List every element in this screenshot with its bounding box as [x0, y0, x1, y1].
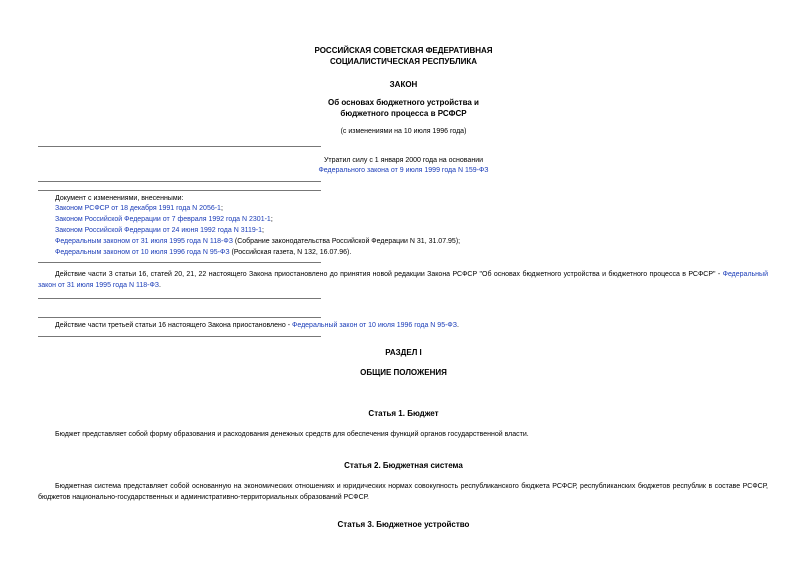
change-link[interactable]: Законом РСФСР от 18 декабря 1991 года N 2056-1	[55, 205, 221, 212]
divider	[38, 181, 321, 182]
divider	[38, 336, 321, 337]
change-suffix: ;	[220, 205, 223, 212]
change-suffix: ;	[270, 216, 273, 223]
divider	[38, 190, 321, 191]
article-3-heading: Статья 3. Бюджетное устройство	[337, 520, 470, 529]
note-text: Действие части 3 статьи 16, статей 20, 21, 22 настоящего Закона приостановлено до принятия новой редакции Закона РСФСР "Об основах бюджетного устройства и бюджетного процесса в РСФСР" -	[55, 271, 721, 278]
change-link[interactable]: Законом Российской Федерации от 24 июня 1992 года N 3119-1	[55, 227, 262, 234]
country-line-1: РОССИЙСКАЯ СОВЕТСКАЯ ФЕДЕРАТИВНАЯ	[314, 46, 493, 55]
change-item	[55, 204, 223, 214]
article-1-heading: Статья 1. Бюджет	[368, 409, 439, 418]
change-item	[55, 248, 351, 258]
change-item	[55, 215, 273, 225]
divider	[38, 298, 321, 299]
article-2-heading: Статья 2. Бюджетная система	[344, 461, 463, 470]
divider	[38, 262, 321, 263]
suspension-note-1	[38, 269, 768, 291]
change-item	[55, 237, 460, 247]
section-number: РАЗДЕЛ I	[385, 348, 422, 357]
document-type: ЗАКОН	[389, 80, 418, 89]
note-text: Действие части третьей статьи 16 настоящего Закона приостановлено -	[55, 322, 293, 329]
validity-link[interactable]: Федерального закона от 9 июля 1999 года N 159-ФЗ	[318, 167, 489, 174]
title-line-1: Об основах бюджетного устройства и	[328, 98, 479, 107]
note-suffix: .	[159, 282, 161, 289]
change-link[interactable]: Федеральным законом от 31 июля 1995 года N 118-ФЗ	[55, 238, 233, 245]
validity-text: Утратил силу с 1 января 2000 года на основании	[323, 157, 484, 164]
note-link[interactable]: Федеральный закон от 10 июля 1996 года N 95-ФЗ	[292, 322, 457, 329]
change-item	[55, 226, 264, 236]
change-link[interactable]: Законом Российской Федерации от 7 февраля 1992 года N 2301-1	[55, 216, 271, 223]
country-line-2: СОЦИАЛИСТИЧЕСКАЯ РЕСПУБЛИКА	[330, 57, 477, 66]
changes-intro: Документ с изменениями, внесенными:	[55, 195, 184, 202]
change-suffix: ;	[261, 227, 264, 234]
amendment-note: (с изменениями на 10 июля 1996 года)	[340, 128, 467, 135]
suspension-note-2	[55, 321, 459, 331]
change-link[interactable]: Федеральным законом от 10 июля 1996 года N 95-ФЗ	[55, 249, 230, 256]
article-2-text: Бюджетная система представляет собой основанную на экономических отношениях и юридических нормах совокупность республиканского бюджета РСФСР, республиканских бюджетов республик в составе РСФСР, бюджетов национально-государственных и административно-территориальных образований РСФСР.	[38, 483, 768, 501]
section-title: ОБЩИЕ ПОЛОЖЕНИЯ	[360, 368, 447, 377]
article-1-text: Бюджет представляет собой форму образования и расходования денежных средств для обеспечения функций органов государственной власти.	[55, 431, 529, 438]
validity-link-wrapper	[0, 167, 807, 174]
divider	[38, 146, 321, 147]
note-link[interactable]: Федеральный закон от 31 июля 1995 года N 118-ФЗ	[38, 271, 768, 289]
note-suffix: .	[456, 322, 459, 329]
change-suffix: (Российская газета, N 132, 16.07.96).	[229, 249, 352, 256]
divider	[38, 317, 321, 318]
title-line-2: бюджетного процесса в РСФСР	[340, 109, 467, 118]
change-suffix: (Собрание законодательства Российской Федерации N 31, 31.07.95);	[232, 238, 461, 245]
